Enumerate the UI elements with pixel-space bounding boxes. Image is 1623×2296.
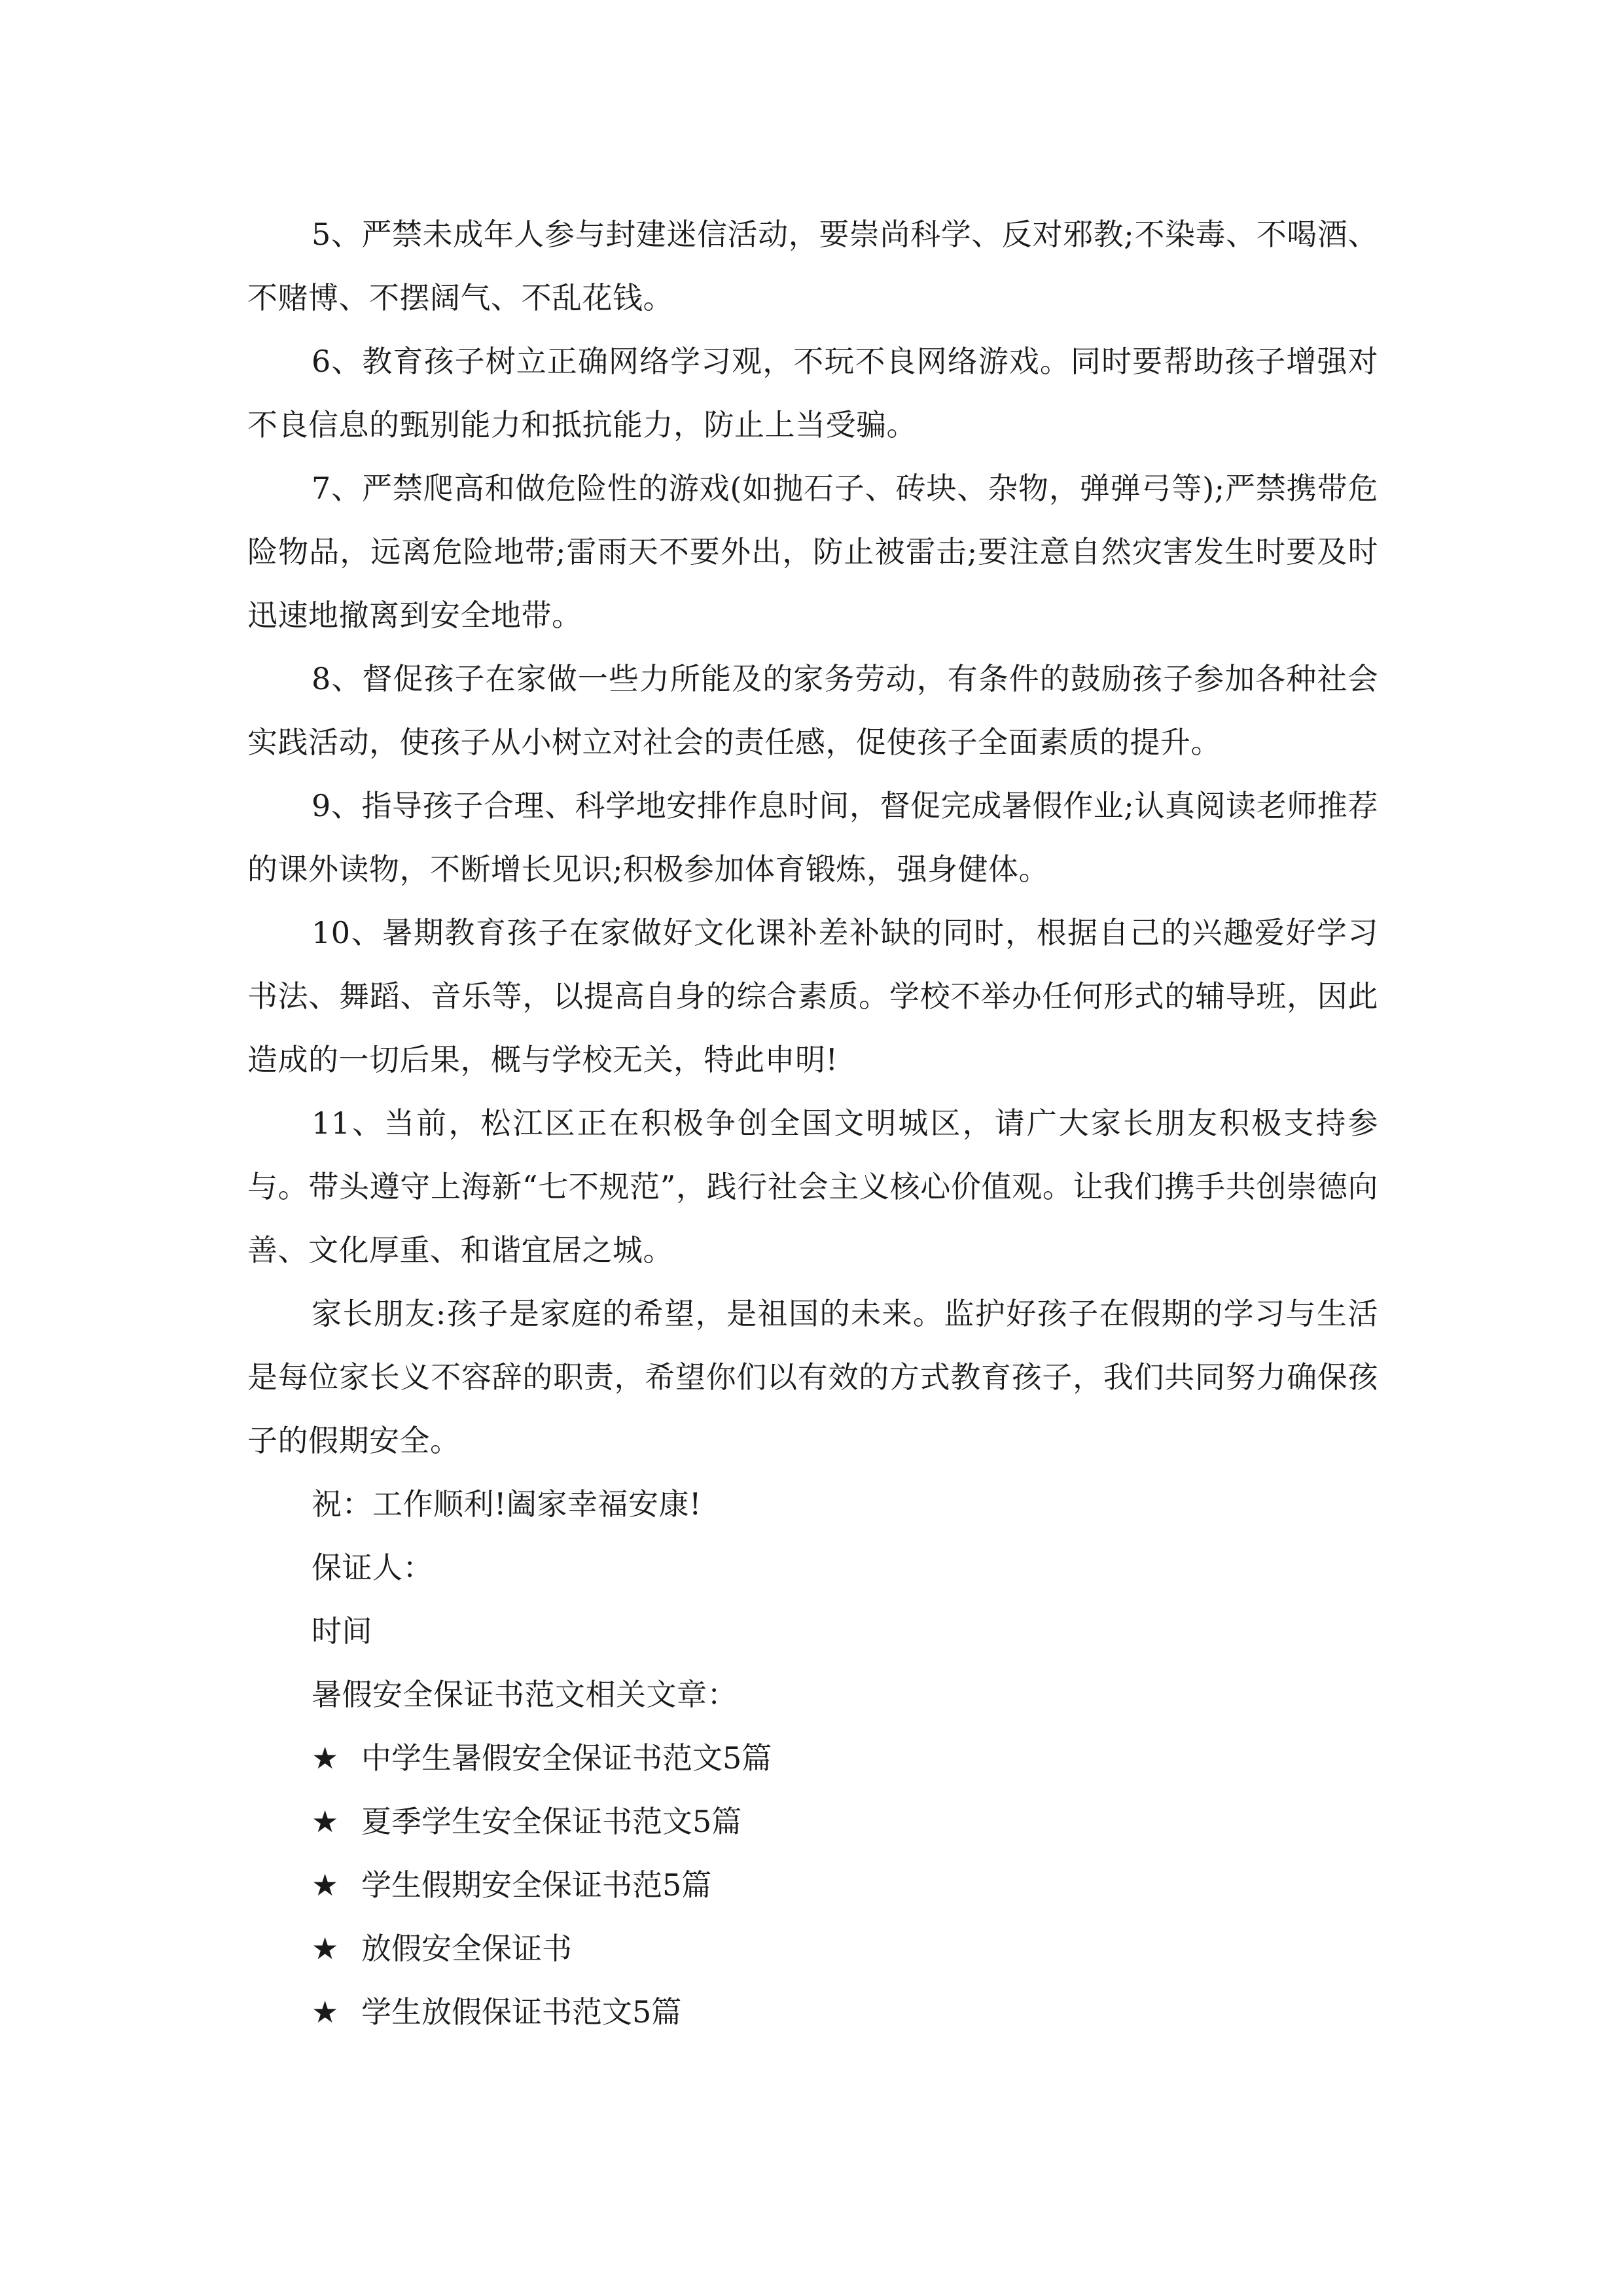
related-article-link[interactable] [247, 1917, 1378, 1981]
related-heading: 暑假安全保证书范文相关文章： [312, 1677, 738, 1712]
related-article-link[interactable] [247, 1854, 1378, 1917]
star-icon: ★ [312, 1931, 339, 1966]
star-icon: ★ [312, 1804, 339, 1839]
star-icon: ★ [312, 1994, 339, 2030]
paragraph-item-10: 10、暑期教育孩子在家做好文化课补差补缺的同时，根据自己的兴趣爱好学习书法、舞蹈、音乐等，以提高自身的综合素质。学校不举办任何形式的辅导班，因此造成的一切后果，概与学校无关，特此申明! [247, 915, 1378, 1077]
guarantor-label: 保证人： [312, 1550, 433, 1585]
document-body [247, 203, 1378, 2044]
related-article-link[interactable] [247, 1727, 1378, 1790]
paragraph-item-7: 7、严禁爬高和做危险性的游戏(如抛石子、砖块、杂物，弹弹弓等);严禁携带危险物品，远离危险地带;雷雨天不要外出，防止被雷击;要注意自然灾害发生时要及时迅速地撤离到安全地带。 [247, 471, 1378, 633]
paragraph-item-8: 8、督促孩子在家做一些力所能及的家务劳动，有条件的鼓励孩子参加各种社会实践活动，使孩子从小树立对社会的责任感，促使孩子全面素质的提升。 [247, 661, 1378, 760]
related-articles-list [247, 1727, 1378, 2044]
paragraph-item-5: 5、严禁未成年人参与封建迷信活动，要崇尚科学、反对邪教;不染毒、不喝酒、不赌博、不摆阔气、不乱花钱。 [247, 217, 1378, 315]
related-article-title: 放假安全保证书 [361, 1931, 572, 1966]
paragraph-parents: 家长朋友:孩子是家庭的希望，是祖国的未来。监护好孩子在假期的学习与生活是每位家长义不容辞的职责，希望你们以有效的方式教育孩子，我们共同努力确保孩子的假期安全。 [247, 1296, 1378, 1458]
related-article-link[interactable] [247, 1981, 1378, 2044]
closing-wishes: 祝：工作顺利!阖家幸福安康! [312, 1486, 702, 1522]
related-article-title: 学生假期安全保证书范5篇 [361, 1867, 712, 1903]
paragraph-item-9: 9、指导孩子合理、科学地安排作息时间，督促完成暑假作业;认真阅读老师推荐的课外读物，不断增长见识;积极参加体育锻炼，强身健体。 [247, 788, 1378, 887]
related-article-title: 学生放假保证书范文5篇 [361, 1994, 682, 2030]
paragraph-item-6: 6、教育孩子树立正确网络学习观，不玩不良网络游戏。同时要帮助孩子增强对不良信息的甄别能力和抵抗能力，防止上当受骗。 [247, 344, 1378, 442]
paragraph-item-11: 11、当前，松江区正在积极争创全国文明城区，请广大家长朋友积极支持参与。带头遵守上海新“七不规范”，践行社会主义核心价值观。让我们携手共创崇德向善、文化厚重、和谐宜居之城。 [247, 1105, 1378, 1268]
time-label: 时间 [312, 1613, 372, 1649]
related-article-link[interactable] [247, 1790, 1378, 1854]
star-icon: ★ [312, 1740, 339, 1776]
related-article-title: 夏季学生安全保证书范文5篇 [361, 1804, 742, 1839]
star-icon: ★ [312, 1867, 339, 1903]
related-article-title: 中学生暑假安全保证书范文5篇 [361, 1740, 772, 1776]
